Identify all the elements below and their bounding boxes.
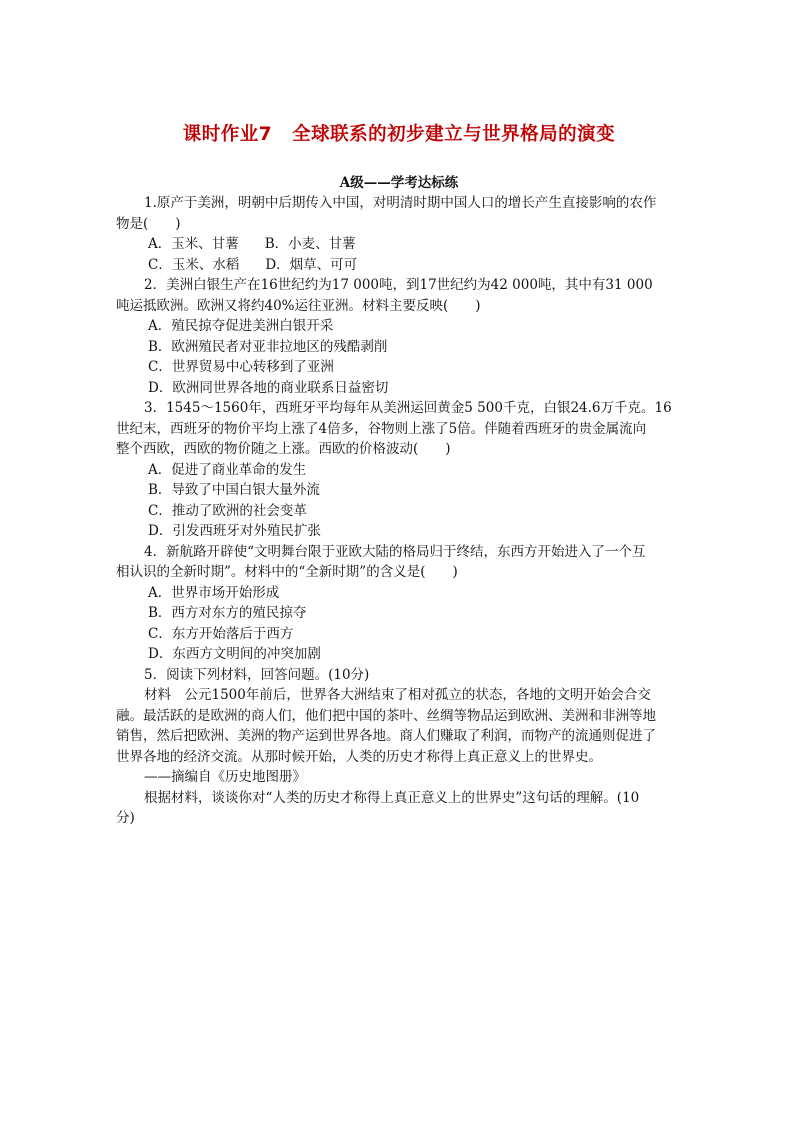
question-prompt-line: 根据材料，谈谈你对“人类的历史才称得上真正意义上的世界史”这句话的理解。(10 — [144, 789, 640, 806]
question-stem-line: 整个西欧，西欧的物价随之上涨。西欧的价格波动( ) — [116, 441, 451, 457]
question-4 — [116, 542, 682, 665]
option-a: A．世界市场开始形成 — [148, 584, 280, 601]
question-2 — [116, 275, 682, 398]
question-stem-line: 1.原产于美洲，明朝中后期传入中国，对明清时期中国人口的增长产生直接影响的农作 — [144, 195, 657, 211]
question-stem-line: 吨运抵欧洲。欧洲又将约40%运往亚洲。材料主要反映( ) — [116, 297, 481, 314]
question-5 — [116, 665, 682, 829]
option-a: A．殖民掠夺促进美洲白银开采 — [148, 318, 334, 334]
worksheet-page — [116, 0, 682, 829]
option-b: B．小麦、甘薯 — [264, 236, 356, 252]
material-line: 世界各地的经济交流。从那时候开始，人类的历史才称得上真正意义上的世界史。 — [116, 748, 602, 765]
option-a: A．玉米、甘薯 — [148, 236, 239, 252]
section-heading: A级——学考达标练 — [339, 175, 459, 191]
question-3 — [116, 398, 682, 542]
lesson-number: 课时作业7 — [182, 124, 273, 145]
material-line: 材料 公元1500年前后，世界各大洲结束了相对孤立的状态，各地的文明开始会合交 — [144, 687, 651, 703]
option-b: B．欧洲殖民者对亚非拉地区的残酷剥削 — [148, 338, 388, 355]
option-b: B．西方对东方的殖民掠夺 — [148, 605, 307, 621]
option-d: D．东西方文明间的冲突加剧 — [148, 646, 321, 662]
material-line: 销售，然后把欧洲、美洲的物产运到世界各地。商人们赚取了利润，而物产的流通则促进了 — [116, 728, 656, 744]
question-stem-line: 世纪末，西班牙的物价平均上涨了4倍多，谷物则上涨了5倍。伴随着西班牙的贵金属流向 — [116, 420, 647, 437]
question-stem-line: 3．1545～1560年，西班牙平均每年从美洲运回黄金5 500千克，白银24.6万千克。16 — [144, 400, 672, 416]
option-row — [116, 234, 682, 255]
option-d: D．引发西班牙对外殖民扩张 — [148, 523, 321, 539]
material-line: 融。最活跃的是欧洲的商人们，他们把中国的茶叶、丝绸等物品运到欧洲、美洲和非洲等地 — [116, 707, 656, 724]
material-source: ——摘编自《历史地图册》 — [144, 769, 306, 785]
option-c: C．推动了欧洲的社会变革 — [148, 502, 307, 519]
option-d: D．欧洲同世界各地的商业联系日益密切 — [148, 379, 389, 396]
question-prompt-line: 分) — [116, 810, 135, 826]
question-stem-line: 2．美洲白银生产在16世纪约为17 000吨，到17世纪约为42 000吨，其中有31 000 — [144, 277, 653, 293]
option-row — [116, 255, 682, 276]
option-d: D．烟草、可可 — [265, 256, 358, 273]
option-c: C．玉米、水稻 — [148, 256, 240, 273]
question-stem-line: 4．新航路开辟使“文明舞台限于亚欧大陆的格局归于终结，东西方开始进入了一个互 — [144, 543, 646, 560]
option-c: C．东方开始落后于西方 — [148, 625, 294, 642]
option-a: A．促进了商业革命的发生 — [148, 461, 307, 478]
question-stem-line: 相认识的全新时期”。材料中的“全新时期”的含义是( ) — [116, 564, 458, 580]
question-stem-line: 物是( ) — [116, 215, 181, 232]
question-stem-line: 5．阅读下列材料，回答问题。(10分) — [144, 666, 370, 683]
question-1 — [116, 193, 682, 275]
lesson-topic: 全球联系的初步建立与世界格局的演变 — [292, 124, 616, 145]
option-c: C．世界贸易中心转移到了亚洲 — [148, 359, 334, 375]
option-b: B．导致了中国白银大量外流 — [148, 482, 320, 498]
page-title — [116, 121, 682, 149]
